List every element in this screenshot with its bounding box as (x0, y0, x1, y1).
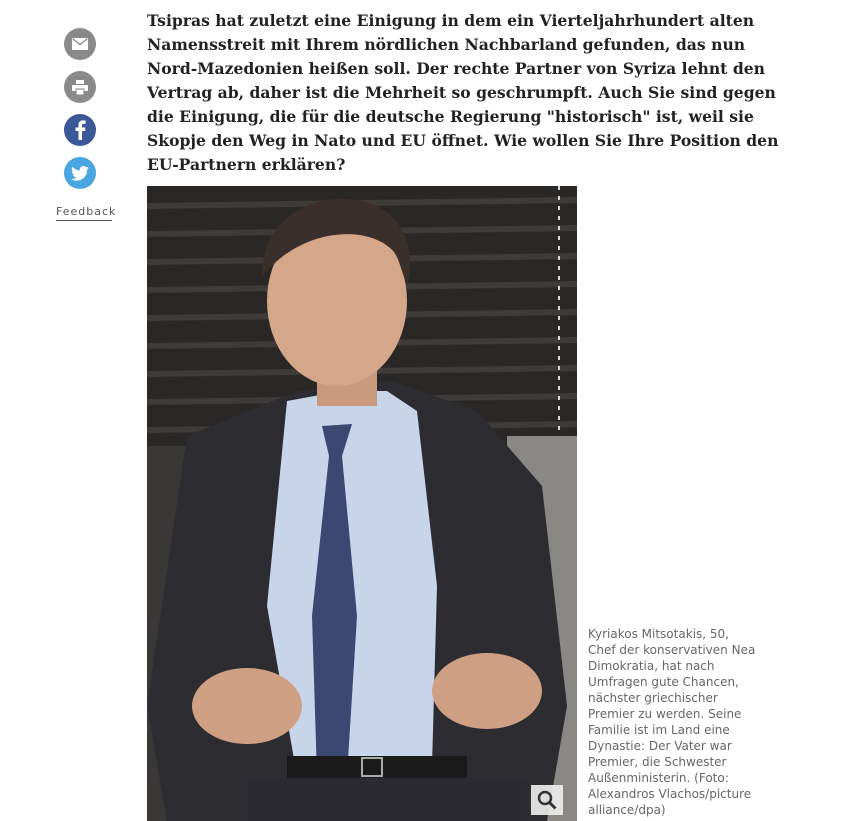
zoom-button[interactable] (531, 785, 563, 815)
share-rail (56, 28, 116, 221)
facebook-icon (74, 120, 86, 140)
article-photo[interactable] (147, 186, 577, 821)
twitter-icon (71, 166, 89, 181)
print-button[interactable] (64, 71, 96, 103)
photo-caption: Kyriakos Mitsotakis, 50, Chef der konservativen Nea Dimokratia, hat nach Umfragen gute Chancen, nächster griechischer Premier zu werden. Seine Familie ist im Land eine Dynastie: Der Vater war Premier, die Schwester Außenministerin. (Foto: Alexandros Vlachos/picture alliance/dpa) (588, 627, 756, 817)
portrait-image (147, 186, 577, 821)
mail-icon (72, 38, 88, 50)
twitter-share-button[interactable] (64, 157, 96, 189)
feedback-link[interactable]: Feedback (56, 205, 112, 221)
facebook-share-button[interactable] (64, 114, 96, 146)
magnifier-icon (537, 790, 557, 810)
interview-question: Tsipras hat zuletzt eine Einigung in dem ein Vierteljahrhundert alten Namensstreit mit Ihrem nördlichen Nachbarland gefunden, das nun Nord-Mazedonien heißen soll. Der rechte Partner von Syriza lehnt den Vertrag ab, daher ist die Mehrheit so geschrumpft. Auch Sie sind gegen die Einigung, die für die deutsche Regierung "historisch" ist, weil sie Skopje den Weg in Nato und EU öffnet. Wie wollen Sie Ihre Position den EU-Partnern erklären? (147, 11, 779, 174)
print-icon (72, 80, 88, 95)
email-share-button[interactable] (64, 28, 96, 60)
